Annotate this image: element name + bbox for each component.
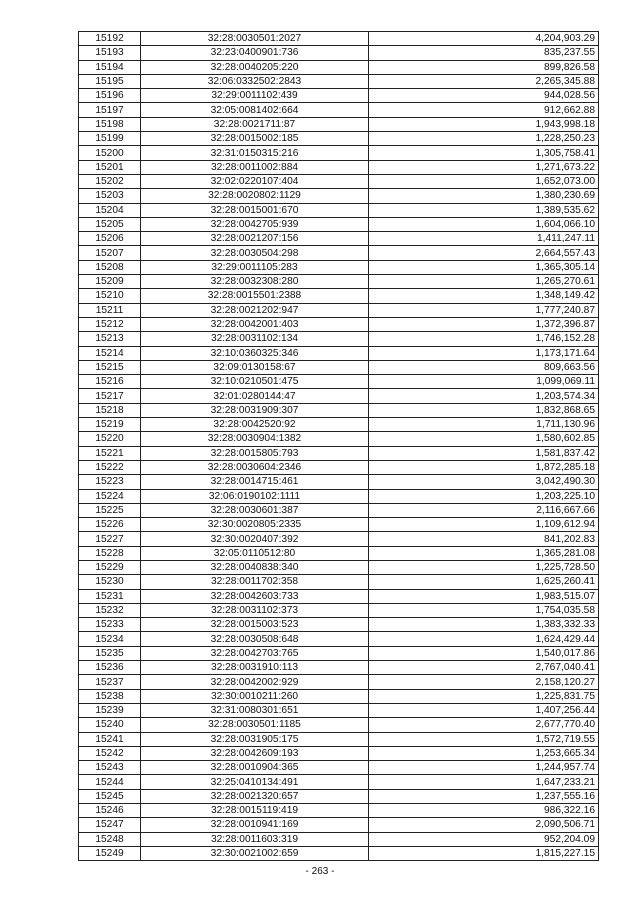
cadastral-value-cell: 1,203,225.10 [369, 489, 599, 503]
cadastral-value-cell: 2,090,506.71 [369, 818, 599, 832]
cadastral-value-cell: 1,746,152.28 [369, 332, 599, 346]
cadastral-number-cell: 32:28:0030501:2027 [141, 32, 369, 46]
cadastral-value-cell: 1,380,230.69 [369, 189, 599, 203]
row-number-cell: 15208 [79, 260, 141, 274]
cadastral-number-cell: 32:28:0031910:113 [141, 661, 369, 675]
row-number-cell: 15245 [79, 789, 141, 803]
row-number-cell: 15202 [79, 174, 141, 188]
row-number-cell: 15247 [79, 818, 141, 832]
cadastral-value-cell: 912,662.88 [369, 103, 599, 117]
cadastral-value-cell: 1,711,130.96 [369, 418, 599, 432]
cadastral-number-cell: 32:28:0030508:648 [141, 632, 369, 646]
cadastral-value-cell: 2,265,345.88 [369, 74, 599, 88]
table-row [79, 746, 599, 760]
row-number-cell: 15243 [79, 761, 141, 775]
row-number-cell: 15228 [79, 546, 141, 560]
cadastral-value-cell: 1,173,171.64 [369, 346, 599, 360]
cadastral-number-cell: 32:23:0400901:736 [141, 46, 369, 60]
table-row [79, 60, 599, 74]
row-number-cell: 15239 [79, 703, 141, 717]
cadastral-value-cell: 1,625,260.41 [369, 575, 599, 589]
cadastral-value-cell: 841,202.83 [369, 532, 599, 546]
cadastral-number-cell: 32:28:0042609:193 [141, 746, 369, 760]
row-number-cell: 15214 [79, 346, 141, 360]
row-number-cell: 15232 [79, 603, 141, 617]
table-row [79, 289, 599, 303]
cadastral-value-cell: 1,943,998.18 [369, 117, 599, 131]
cadastral-number-cell: 32:28:0042001:403 [141, 317, 369, 331]
row-number-cell: 15195 [79, 74, 141, 88]
cadastral-number-cell: 32:28:0031102:373 [141, 603, 369, 617]
cadastral-value-cell: 1,271,673.22 [369, 160, 599, 174]
cadastral-number-cell: 32:25:0410134:491 [141, 775, 369, 789]
cadastral-value-cell: 1,225,728.50 [369, 560, 599, 574]
cadastral-number-cell: 32:28:0021711:87 [141, 117, 369, 131]
row-number-cell: 15212 [79, 317, 141, 331]
cadastral-number-cell: 32:30:0021002:659 [141, 846, 369, 860]
cadastral-value-cell: 1,109,612.94 [369, 518, 599, 532]
table-row [79, 503, 599, 517]
table-row [79, 46, 599, 60]
row-number-cell: 15218 [79, 403, 141, 417]
row-number-cell: 15223 [79, 475, 141, 489]
table-row [79, 174, 599, 188]
cadastral-number-cell: 32:28:0030904:1382 [141, 432, 369, 446]
table-row [79, 346, 599, 360]
cadastral-number-cell: 32:28:0015003:523 [141, 618, 369, 632]
cadastral-value-cell: 1,777,240.87 [369, 303, 599, 317]
cadastral-value-cell: 944,028.56 [369, 89, 599, 103]
cadastral-number-cell: 32:28:0015805:793 [141, 446, 369, 460]
row-number-cell: 15210 [79, 289, 141, 303]
row-number-cell: 15225 [79, 503, 141, 517]
table-body [79, 32, 599, 861]
cadastral-value-cell: 1,383,332.33 [369, 618, 599, 632]
cadastral-number-cell: 32:29:0011105:283 [141, 260, 369, 274]
row-number-cell: 15209 [79, 275, 141, 289]
table-row [79, 375, 599, 389]
cadastral-value-cell: 1,581,837.42 [369, 446, 599, 460]
page-number: - 263 - [305, 866, 335, 877]
cadastral-number-cell: 32:28:0015501:2388 [141, 289, 369, 303]
row-number-cell: 15226 [79, 518, 141, 532]
table-row [79, 518, 599, 532]
row-number-cell: 15233 [79, 618, 141, 632]
table-row [79, 661, 599, 675]
table-row [79, 703, 599, 717]
table-row [79, 74, 599, 88]
row-number-cell: 15198 [79, 117, 141, 131]
row-number-cell: 15224 [79, 489, 141, 503]
row-number-cell: 15236 [79, 661, 141, 675]
row-number-cell: 15240 [79, 718, 141, 732]
cadastral-value-cell: 1,604,066.10 [369, 217, 599, 231]
cadastral-value-cell: 835,237.55 [369, 46, 599, 60]
table-row [79, 103, 599, 117]
row-number-cell: 15241 [79, 732, 141, 746]
row-number-cell: 15248 [79, 832, 141, 846]
table-row [79, 804, 599, 818]
row-number-cell: 15205 [79, 217, 141, 231]
cadastral-number-cell: 32:31:0150315:216 [141, 146, 369, 160]
row-number-cell: 15249 [79, 846, 141, 860]
cadastral-number-cell: 32:28:0031905:175 [141, 732, 369, 746]
cadastral-number-cell: 32:28:0042002:929 [141, 675, 369, 689]
cadastral-number-cell: 32:06:0190102:1111 [141, 489, 369, 503]
row-number-cell: 15235 [79, 646, 141, 660]
table-row [79, 32, 599, 46]
cadastral-value-cell: 2,158,120.27 [369, 675, 599, 689]
cadastral-number-cell: 32:30:0010211:260 [141, 689, 369, 703]
cadastral-value-cell: 1,228,250.23 [369, 132, 599, 146]
cadastral-value-cell: 1,624,429.44 [369, 632, 599, 646]
row-number-cell: 15215 [79, 360, 141, 374]
table-row [79, 132, 599, 146]
cadastral-value-cell: 2,677,770.40 [369, 718, 599, 732]
row-number-cell: 15237 [79, 675, 141, 689]
cadastral-number-cell: 32:28:0010941:169 [141, 818, 369, 832]
cadastral-value-cell: 1,203,574.34 [369, 389, 599, 403]
cadastral-value-cell: 1,365,305.14 [369, 260, 599, 274]
table-row [79, 360, 599, 374]
cadastral-value-cell: 1,253,665.34 [369, 746, 599, 760]
table-row [79, 475, 599, 489]
row-number-cell: 15192 [79, 32, 141, 46]
row-number-cell: 15234 [79, 632, 141, 646]
table-row [79, 432, 599, 446]
table-row [79, 761, 599, 775]
table-row [79, 846, 599, 860]
cadastral-number-cell: 32:28:0030501:1185 [141, 718, 369, 732]
cadastral-value-cell: 2,767,040.41 [369, 661, 599, 675]
row-number-cell: 15213 [79, 332, 141, 346]
row-number-cell: 15229 [79, 560, 141, 574]
cadastral-number-cell: 32:28:0042705:939 [141, 217, 369, 231]
table-row [79, 446, 599, 460]
table-row [79, 246, 599, 260]
cadastral-value-cell: 2,664,557.43 [369, 246, 599, 260]
cadastral-number-cell: 32:09:0130158:67 [141, 360, 369, 374]
row-number-cell: 15216 [79, 375, 141, 389]
cadastral-number-cell: 32:31:0080301:651 [141, 703, 369, 717]
table-row [79, 589, 599, 603]
table-row [79, 618, 599, 632]
cadastral-number-cell: 32:28:0011002:884 [141, 160, 369, 174]
cadastral-value-cell: 952,204.09 [369, 832, 599, 846]
row-number-cell: 15196 [79, 89, 141, 103]
cadastral-number-cell: 32:28:0011702:358 [141, 575, 369, 589]
table-row [79, 117, 599, 131]
row-number-cell: 15238 [79, 689, 141, 703]
row-number-cell: 15203 [79, 189, 141, 203]
cadastral-number-cell: 32:28:0031102:134 [141, 332, 369, 346]
row-number-cell: 15201 [79, 160, 141, 174]
row-number-cell: 15244 [79, 775, 141, 789]
cadastral-value-cell: 1,365,281.08 [369, 546, 599, 560]
row-number-cell: 15207 [79, 246, 141, 260]
cadastral-value-cell: 1,265,270.61 [369, 275, 599, 289]
table-row [79, 203, 599, 217]
row-number-cell: 15206 [79, 232, 141, 246]
cadastral-number-cell: 32:28:0031909:307 [141, 403, 369, 417]
table-row [79, 146, 599, 160]
table-row [79, 532, 599, 546]
cadastral-value-cell: 1,872,285.18 [369, 460, 599, 474]
row-number-cell: 15220 [79, 432, 141, 446]
cadastral-value-cell: 1,652,073.00 [369, 174, 599, 188]
row-number-cell: 15199 [79, 132, 141, 146]
row-number-cell: 15200 [79, 146, 141, 160]
cadastral-number-cell: 32:29:0011102:439 [141, 89, 369, 103]
row-number-cell: 15217 [79, 389, 141, 403]
table-row [79, 732, 599, 746]
cadastral-value-cell: 1,647,233.21 [369, 775, 599, 789]
cadastral-number-cell: 32:28:0020802:1129 [141, 189, 369, 203]
cadastral-number-cell: 32:01:0280144:47 [141, 389, 369, 403]
row-number-cell: 15242 [79, 746, 141, 760]
table-row [79, 89, 599, 103]
cadastral-number-cell: 32:28:0030504:298 [141, 246, 369, 260]
cadastral-value-cell: 1,815,227.15 [369, 846, 599, 860]
cadastral-number-cell: 32:28:0014715:461 [141, 475, 369, 489]
cadastral-value-cell: 1,305,758.41 [369, 146, 599, 160]
cadastral-number-cell: 32:28:0015001:670 [141, 203, 369, 217]
row-number-cell: 15194 [79, 60, 141, 74]
cadastral-value-cell: 4,204,903.29 [369, 32, 599, 46]
table-row [79, 646, 599, 660]
cadastral-number-cell: 32:28:0040838:340 [141, 560, 369, 574]
table-row [79, 689, 599, 703]
cadastral-number-cell: 32:28:0021320:657 [141, 789, 369, 803]
cadastral-number-cell: 32:28:0032308:280 [141, 275, 369, 289]
table-row [79, 489, 599, 503]
cadastral-value-cell: 1,099,069.11 [369, 375, 599, 389]
cadastral-value-table [78, 31, 599, 861]
cadastral-value-cell: 1,225,831.75 [369, 689, 599, 703]
table-row [79, 260, 599, 274]
cadastral-value-cell: 1,407,256.44 [369, 703, 599, 717]
row-number-cell: 15230 [79, 575, 141, 589]
cadastral-value-cell: 1,389,535.62 [369, 203, 599, 217]
cadastral-value-cell: 2,116,667.66 [369, 503, 599, 517]
table-row [79, 418, 599, 432]
cadastral-value-cell: 986,322.16 [369, 804, 599, 818]
table-row [79, 303, 599, 317]
table-row [79, 317, 599, 331]
cadastral-number-cell: 32:28:0042703:765 [141, 646, 369, 660]
cadastral-number-cell: 32:28:0015119:419 [141, 804, 369, 818]
cadastral-number-cell: 32:05:0081402:664 [141, 103, 369, 117]
cadastral-value-cell: 1,832,868.65 [369, 403, 599, 417]
cadastral-number-cell: 32:28:0042603:733 [141, 589, 369, 603]
cadastral-number-cell: 32:28:0011603:319 [141, 832, 369, 846]
cadastral-number-cell: 32:28:0030601:387 [141, 503, 369, 517]
cadastral-number-cell: 32:28:0042520:92 [141, 418, 369, 432]
cadastral-number-cell: 32:28:0021207:156 [141, 232, 369, 246]
row-number-cell: 15221 [79, 446, 141, 460]
table-row [79, 546, 599, 560]
cadastral-value-cell: 1,244,957.74 [369, 761, 599, 775]
cadastral-number-cell: 32:10:0210501:475 [141, 375, 369, 389]
row-number-cell: 15227 [79, 532, 141, 546]
cadastral-number-cell: 32:06:0332502:2843 [141, 74, 369, 88]
cadastral-value-cell: 809,663.56 [369, 360, 599, 374]
table-row [79, 189, 599, 203]
row-number-cell: 15211 [79, 303, 141, 317]
row-number-cell: 15204 [79, 203, 141, 217]
cadastral-number-cell: 32:02:0220107:404 [141, 174, 369, 188]
cadastral-number-cell: 32:10:0360325:346 [141, 346, 369, 360]
cadastral-value-cell: 1,580,602.85 [369, 432, 599, 446]
table-row [79, 775, 599, 789]
cadastral-number-cell: 32:28:0021202:947 [141, 303, 369, 317]
cadastral-number-cell: 32:28:0010904:365 [141, 761, 369, 775]
table-row [79, 818, 599, 832]
table-row [79, 560, 599, 574]
cadastral-value-cell: 1,237,555.16 [369, 789, 599, 803]
cadastral-number-cell: 32:28:0030604:2346 [141, 460, 369, 474]
table-row [79, 675, 599, 689]
row-number-cell: 15222 [79, 460, 141, 474]
cadastral-value-cell: 1,540,017.86 [369, 646, 599, 660]
table-row [79, 832, 599, 846]
table-row [79, 789, 599, 803]
cadastral-number-cell: 32:05:0110512:80 [141, 546, 369, 560]
row-number-cell: 15197 [79, 103, 141, 117]
table-row [79, 575, 599, 589]
cadastral-number-cell: 32:28:0040205:220 [141, 60, 369, 74]
table-row [79, 275, 599, 289]
row-number-cell: 15246 [79, 804, 141, 818]
cadastral-value-cell: 1,372,396.87 [369, 317, 599, 331]
cadastral-number-cell: 32:30:0020805:2335 [141, 518, 369, 532]
row-number-cell: 15193 [79, 46, 141, 60]
cadastral-value-cell: 1,983,515.07 [369, 589, 599, 603]
cadastral-value-cell: 3,042,490.30 [369, 475, 599, 489]
cadastral-value-cell: 1,754,035.58 [369, 603, 599, 617]
table-row [79, 389, 599, 403]
table-row [79, 718, 599, 732]
table-row [79, 332, 599, 346]
cadastral-number-cell: 32:28:0015002:185 [141, 132, 369, 146]
cadastral-value-cell: 899,826.58 [369, 60, 599, 74]
row-number-cell: 15219 [79, 418, 141, 432]
table-row [79, 632, 599, 646]
table-row [79, 403, 599, 417]
cadastral-value-cell: 1,411,247.11 [369, 232, 599, 246]
table-row [79, 160, 599, 174]
cadastral-number-cell: 32:30:0020407:392 [141, 532, 369, 546]
table-row [79, 217, 599, 231]
table-row [79, 603, 599, 617]
cadastral-value-cell: 1,348,149.42 [369, 289, 599, 303]
table-row [79, 232, 599, 246]
cadastral-value-cell: 1,572,719.55 [369, 732, 599, 746]
table-row [79, 460, 599, 474]
row-number-cell: 15231 [79, 589, 141, 603]
